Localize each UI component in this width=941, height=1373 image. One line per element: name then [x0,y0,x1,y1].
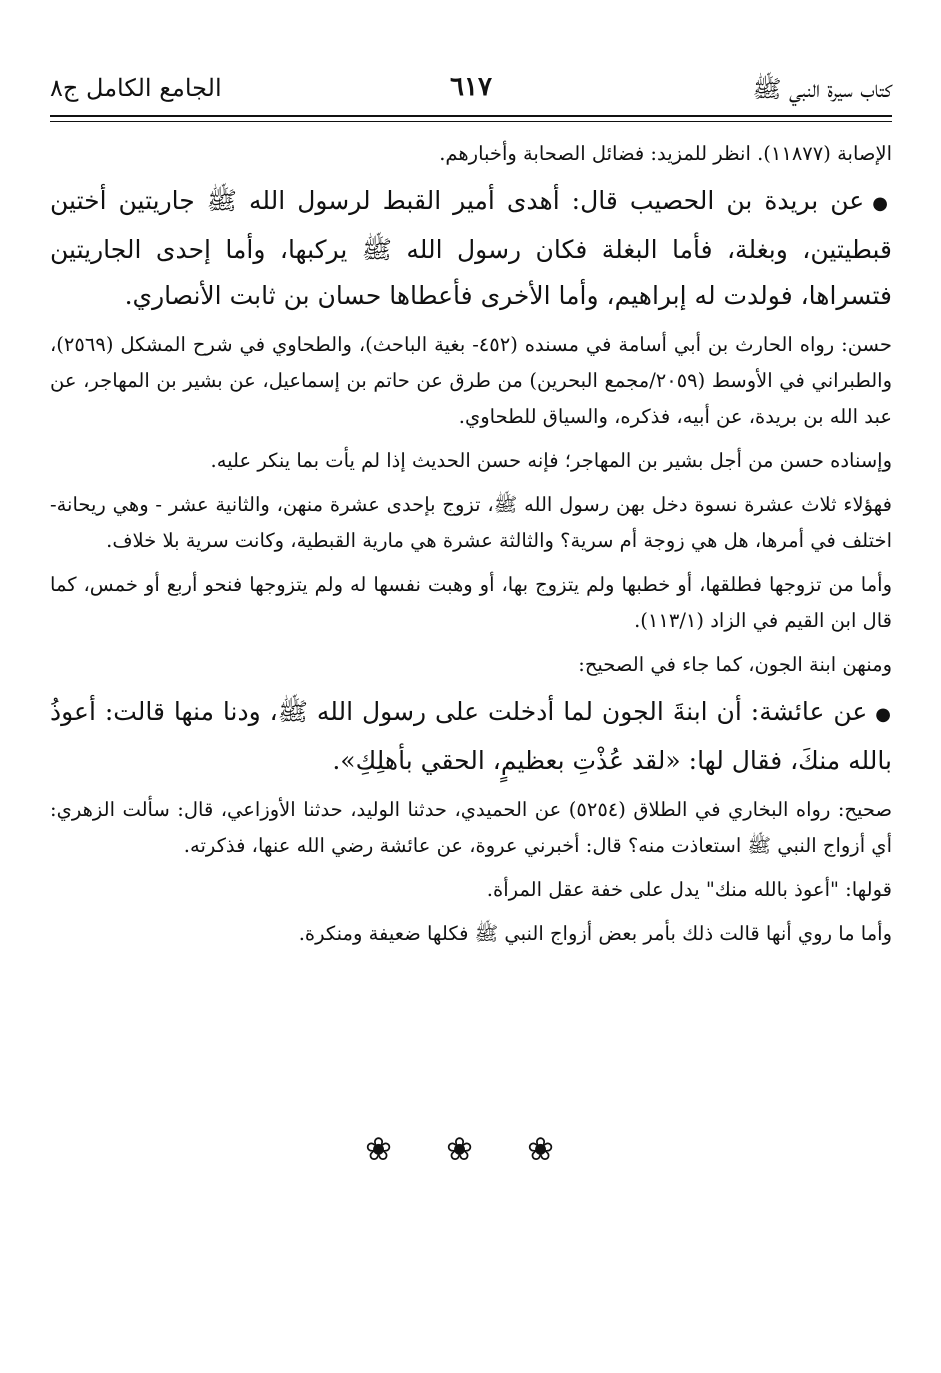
commentary-paragraph: وأما ما روي أنها قالت ذلك بأمر بعض أزواج النبي ﷺ فكلها ضعيفة ومنكرة. [298,922,892,945]
running-head-volume: الجامع الكامل ج٨ [50,74,222,102]
bullet-icon: ● [875,704,892,725]
footnote-continuation: الإصابة (١١٨٧٧). انظر للمزيد: فضائل الصحابة وأخبارهم. [439,142,892,165]
page-number: ٦١٧ [450,72,492,102]
hadith-text [50,689,892,784]
header-rule-thick [50,115,892,117]
section-end-ornament-icon: ❀ ❀ ❀ [365,1130,576,1168]
running-head-book-title: كتاب سيرة النبي ﷺ [752,75,892,103]
commentary-paragraph: فهؤلاء ثلاث عشرة نسوة دخل بهن رسول الله ﷺ، تزوج بإحدى عشرة منهن، والثانية عشر - وهي ريحانة- اختلف في أمرها، هل هي زوجة أم سرية؟ والثالثة عشرة هي مارية القبطية، وكانت سرية بلا خلاف. [50,493,892,552]
commentary-paragraph: ومنهن ابنة الجون، كما جاء في الصحيح: [578,653,892,676]
commentary-paragraph: قولها: "أعوذ بالله منك" يدل على خفة عقل المرأة. [486,878,892,901]
bullet-icon: ● [872,193,892,214]
commentary-paragraph: وأما من تزوجها فطلقها، أو خطبها ولم يتزوج بها، أو وهبت نفسها له ولم يتزوجها فنحو أربع أو خمس، كما قال ابن القيم في الزاد (١١٣/١). [50,573,892,632]
page-body [50,136,892,952]
hadith-text [50,178,892,319]
takhrij-note: صحيح: رواه البخاري في الطلاق (٥٢٥٤) عن الحميدي، حدثنا الوليد، حدثنا الأوزاعي، قال: سألت الزهري: أي أزواج النبي ﷺ استعاذت منه؟ قال: أخبرني عروة، عن عائشة رضي الله عنها، فذكرته. [50,798,893,857]
header-rule-thin [50,121,892,122]
isnad-note: وإسناده حسن من أجل بشير بن المهاجر؛ فإنه حسن الحديث إذا لم يأت بما ينكر عليه. [210,449,892,472]
hadith-text-body: عن عائشة: أن ابنةَ الجون لما أدخلت على رسول الله ﷺ، ودنا منها قالت: أعوذُ بالله منكَ، فقال لها: «لقد عُذْتِ بعظيمٍ، الحقي بأهلِكِ». [50,697,892,775]
takhrij-note: حسن: رواه الحارث بن أبي أسامة في مسنده (٤٥٢- بغية الباحث)، والطحاوي في شرح المشكل (٢٥٦٩)، والطبراني في الأوسط (٢٠٥٩/مجمع البحرين) من طرق عن حاتم بن إسماعيل، عن بشير بن المهاجر، عن عبد الله بن بريدة، عن أبيه، فذكره، والسياق للطحاوي. [50,333,892,428]
hadith-text-body: عن بريدة بن الحصيب قال: أهدى أمير القبط لرسول الله ﷺ جاريتين أختين قبطيتين، وبغلة، فأما البغلة فكان رسول الله ﷺ يركبها، وأما إحدى الجاريتين فتسراها، فولدت له إبراهيم، وأما الأخرى فأعطاها حسان بن ثابت الأنصاري. [50,186,892,310]
page-header [50,70,892,114]
